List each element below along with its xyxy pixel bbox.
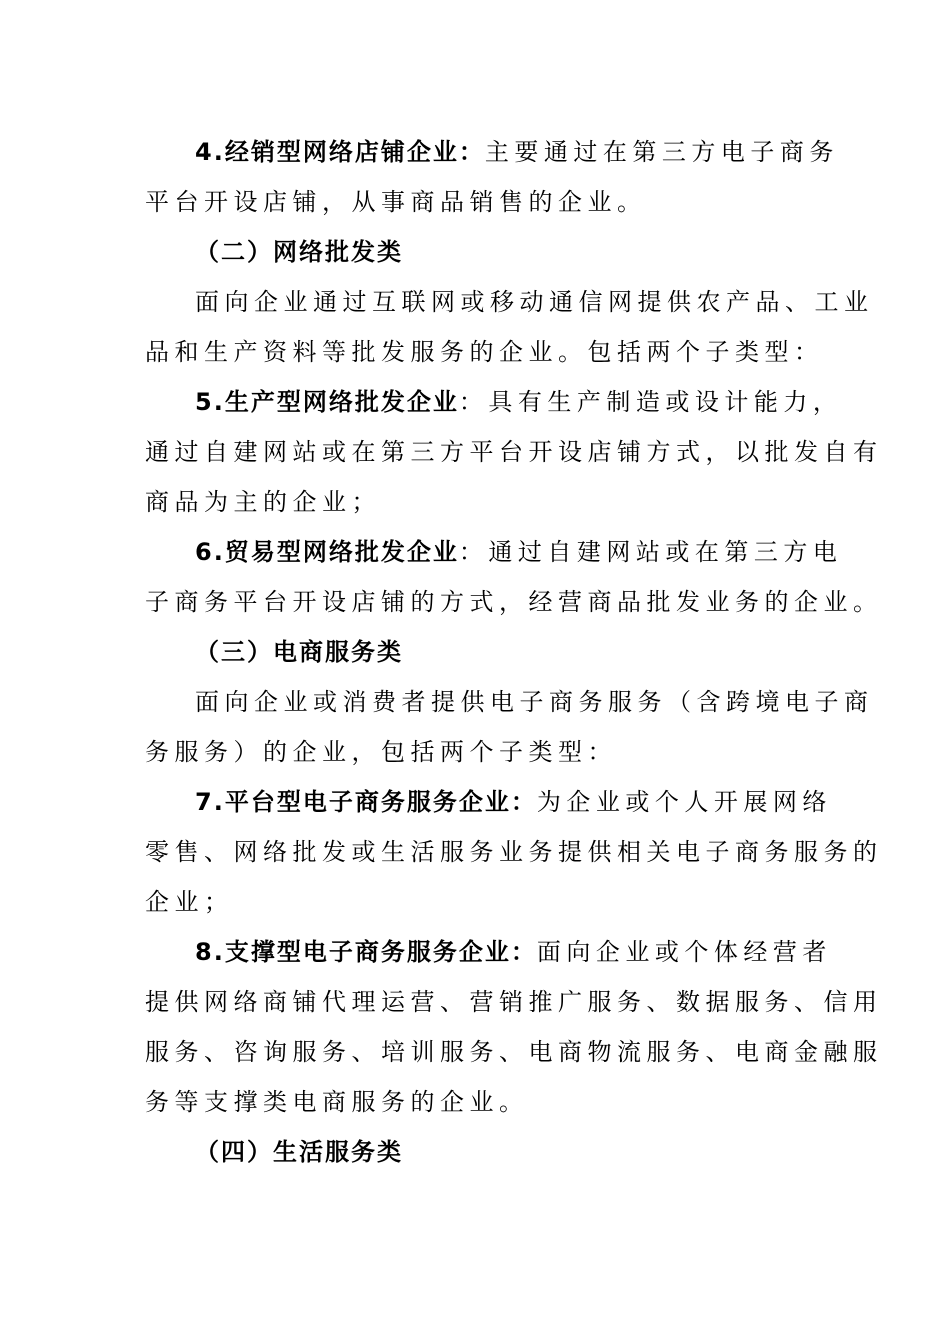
paragraph-4-line-1 xyxy=(195,132,839,172)
paragraph-6-line-2: 子商务平台开设店铺的方式，经营商品批发业务的企业。 xyxy=(145,588,883,616)
item-7-text: 为企业或个人开展网络 xyxy=(536,788,832,816)
item-4-label: 4.经销型网络店铺企业： xyxy=(195,138,485,166)
item-6-text: ：通过自建网站或在第三方电 xyxy=(458,538,843,566)
paragraph-6-line-1 xyxy=(195,532,843,572)
paragraph-5-line-2: 通过自建网站或在第三方平台开设店铺方式，以批发自有 xyxy=(145,438,883,466)
section-heading-life-services: （四）生活服务类 xyxy=(195,1138,403,1166)
item-7-label: 7.平台型电子商务服务企业： xyxy=(195,788,537,816)
item-5-label: 5.生产型网络批发企业 xyxy=(195,388,459,416)
paragraph-service-line-2: 务服务）的企业，包括两个子类型： xyxy=(145,738,617,766)
paragraph-7-line-3: 企业； xyxy=(145,888,234,916)
paragraph-8-line-4: 务等支撑类电商服务的企业。 xyxy=(145,1088,529,1116)
paragraph-8-line-1 xyxy=(195,932,832,972)
paragraph-5-line-3: 商品为主的企业； xyxy=(145,488,381,516)
paragraph-8-line-2: 提供网络商铺代理运营、营销推广服务、数据服务、信用 xyxy=(145,988,883,1016)
item-5-text: ：具有生产制造或设计能力， xyxy=(458,388,843,416)
item-6-label: 6.贸易型网络批发企业 xyxy=(195,538,459,566)
paragraph-wholesale-line-1: 面向企业通过互联网或移动通信网提供农产品、工业 xyxy=(195,288,874,316)
section-heading-wholesale: （二）网络批发类 xyxy=(195,238,403,266)
paragraph-8-line-3: 服务、咨询服务、培训服务、电商物流服务、电商金融服 xyxy=(145,1038,883,1066)
paragraph-5-line-1 xyxy=(195,382,843,422)
paragraph-7-line-1 xyxy=(195,782,832,822)
item-4-text: 主要通过在第三方电子商务 xyxy=(484,138,839,166)
paragraph-wholesale-line-2: 品和生产资料等批发服务的企业。包括两个子类型： xyxy=(145,338,824,366)
section-heading-ecommerce-services: （三）电商服务类 xyxy=(195,638,403,666)
item-8-label: 8.支撑型电子商务服务企业： xyxy=(195,938,537,966)
paragraph-service-line-1: 面向企业或消费者提供电子商务服务（含跨境电子商 xyxy=(195,688,874,716)
paragraph-4-line-2: 平台开设店铺，从事商品销售的企业。 xyxy=(145,188,647,216)
item-8-text: 面向企业或个体经营者 xyxy=(536,938,832,966)
paragraph-7-line-2: 零售、网络批发或生活服务业务提供相关电子商务服务的 xyxy=(145,838,883,866)
